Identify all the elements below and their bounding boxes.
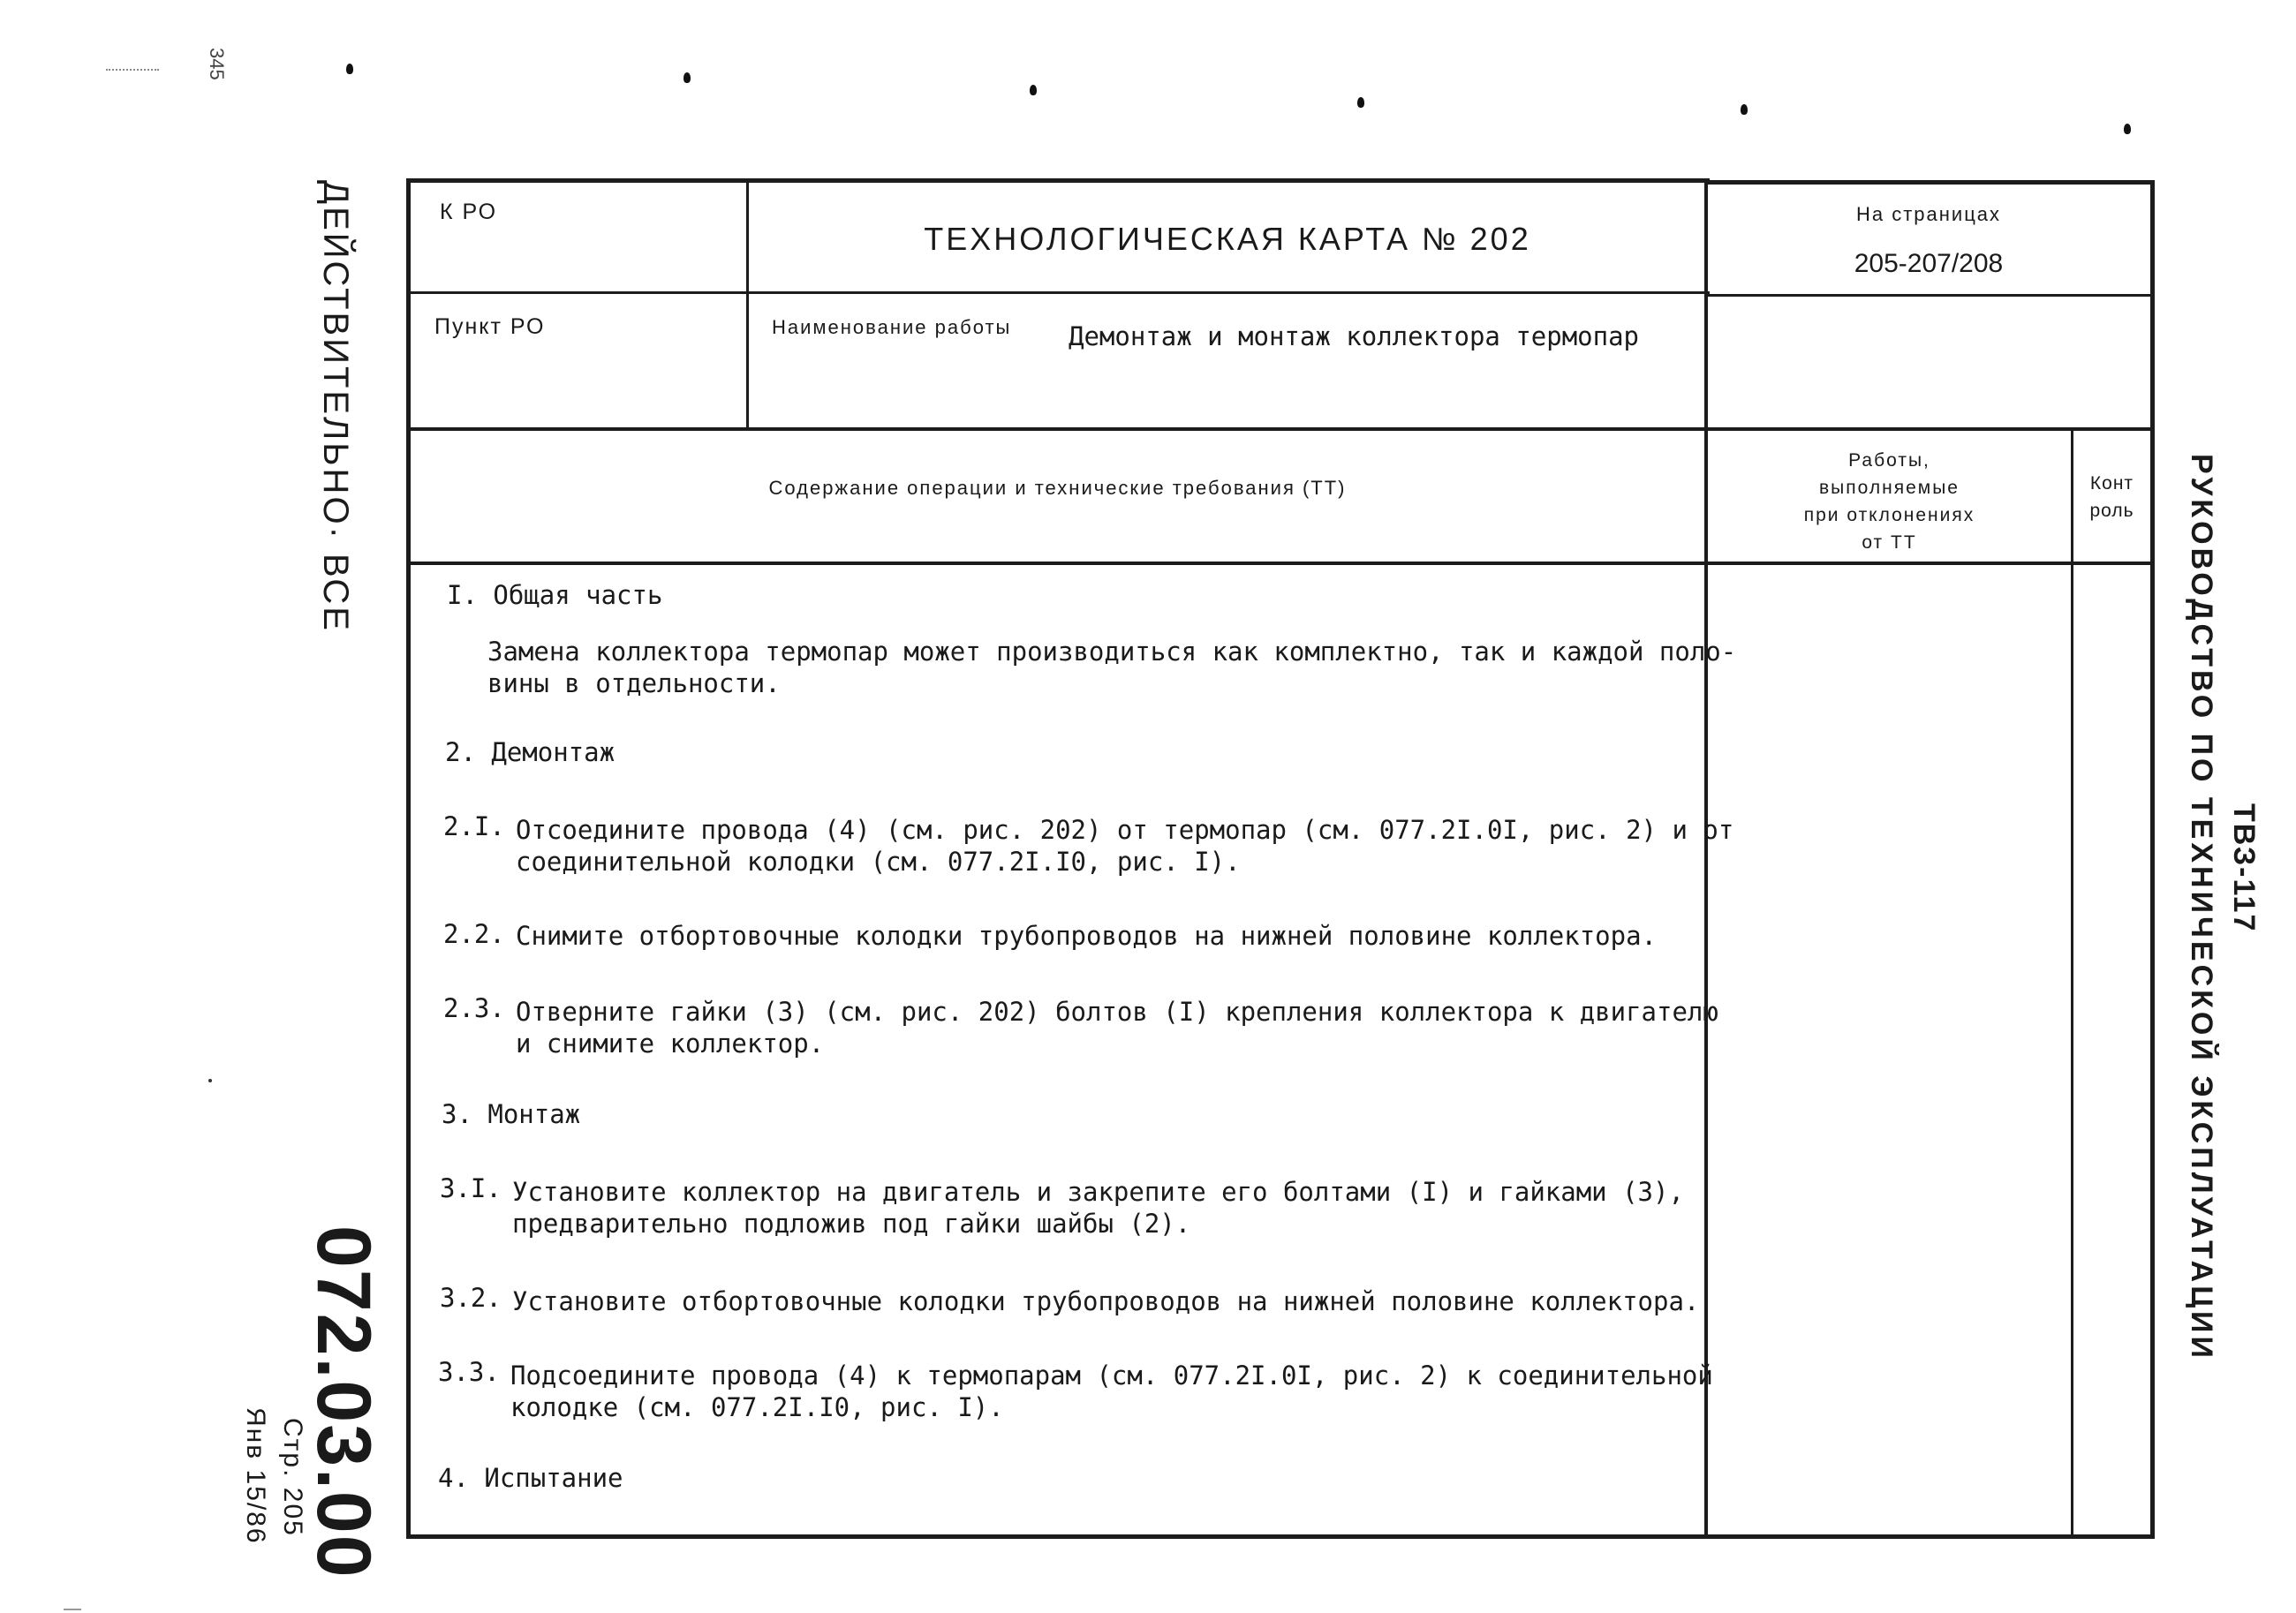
frame-top-left: [406, 178, 1710, 183]
control-line: роль: [2089, 501, 2134, 521]
punch-mark: [1741, 104, 1748, 115]
aircraft-type: ТВЗ-117: [2227, 803, 2261, 933]
step-number: 3.2.: [440, 1283, 502, 1313]
rule-main-divider: [1704, 180, 1708, 1537]
work-name-value: Демонтаж и монтаж коллектора термопар: [1069, 321, 1640, 351]
control-column-header: [2073, 470, 2150, 524]
section-2-title: 2. Демонтаж: [445, 737, 616, 767]
content-column-header: Содержание операции и технические требования (ТТ): [768, 477, 1347, 499]
punch-mark: [684, 72, 691, 83]
step-number: 3.3.: [438, 1357, 500, 1387]
section-1-title: I. Общая часть: [447, 580, 663, 610]
deviations-line: от ТТ: [1862, 532, 1917, 553]
step-text: Снимите отбортовочные колодки трубопроводов на нижней половине коллектора.: [516, 921, 1658, 951]
scan-speck: [64, 1609, 81, 1610]
document-code: 072.03.00: [301, 1225, 386, 1579]
frame-left: [406, 178, 411, 1539]
rule-row3: [406, 562, 2155, 565]
step-text: Установите отбортовочные колодки трубопроводов на нижней половине коллектора.: [512, 1286, 1700, 1316]
card-title: ТЕХНОЛОГИЧЕСКАЯ КАРТА № 202: [924, 221, 1531, 257]
pages-value: 205-207/208: [1854, 249, 2004, 278]
section-4-title: 4. Испытание: [438, 1463, 623, 1493]
kro-label: К РО: [440, 200, 498, 224]
step-number: 2.I.: [443, 811, 505, 841]
punch-mark: [346, 64, 353, 74]
pages-label: На страницах: [1855, 203, 2002, 225]
step-text: колодке (см. 077.2I.I0, рис. I).: [510, 1392, 1004, 1422]
step-text: и снимите коллектор.: [516, 1029, 825, 1059]
step-text: Отсоедините провода (4) (см. рис. 202) от термопар (см. 077.2I.0I, рис. 2) и от: [516, 815, 1734, 845]
punch-mark: [1030, 85, 1037, 95]
deviations-line: при отклонениях: [1803, 505, 1975, 525]
step-text: соединительной колодки (см. 077.2I.I0, рис. I).: [516, 847, 1241, 877]
section-3-title: 3. Монтаж: [442, 1099, 581, 1129]
frame-right: [2150, 180, 2155, 1539]
work-name-label: Наименование работы: [772, 316, 1012, 338]
rule-row1-right: [1704, 294, 2155, 297]
deviations-column-header: [1708, 447, 2071, 556]
rule-control-divider: [2071, 429, 2073, 1537]
step-number: 2.2.: [443, 919, 505, 949]
section-1-text: вины в отдельности.: [487, 668, 781, 698]
deviations-line: выполняемые: [1819, 478, 1960, 498]
rule-row2: [406, 427, 2155, 431]
rule-row1: [406, 291, 1710, 294]
section-1-text: Замена коллектора термопар может производиться как комплектно, так и каждой поло-: [487, 637, 1737, 667]
scan-speck: [208, 1079, 212, 1082]
manual-title: РУКОВОДСТВО ПО ТЕХНИЧЕСКОЙ ЭКСПЛУАТАЦИИ: [2185, 454, 2218, 1361]
revision-date: Янв 15/86: [241, 1407, 270, 1545]
validity-note: ДЕЙСТВИТЕЛЬНО· ВСЕ: [316, 180, 355, 633]
step-number: 2.3.: [443, 993, 505, 1023]
rule-kro-divider: [746, 178, 749, 429]
step-number: 3.I.: [440, 1173, 502, 1203]
frame-top-right: [1704, 180, 2155, 185]
step-text: предварительно подложив под гайки шайбы (2).: [512, 1209, 1191, 1239]
punch-mark: [1357, 97, 1364, 108]
punkt-label: Пункт РО: [434, 314, 546, 339]
control-line: Конт: [2089, 473, 2134, 494]
step-text: Установите коллектор на двигатель и закрепите его болтами (I) и гайками (3),: [512, 1177, 1684, 1207]
sheet-number: 345: [206, 48, 228, 80]
step-text: Отверните гайки (3) (см. рис. 202) болтов (I) крепления коллектора к двигателю: [516, 997, 1718, 1027]
punch-mark: [2124, 124, 2131, 134]
page-number: Стр. 205: [278, 1418, 307, 1537]
scan-speck: [106, 69, 159, 83]
deviations-line: Работы,: [1848, 450, 1930, 471]
frame-bottom: [406, 1534, 2155, 1539]
step-text: Подсоедините провода (4) к термопарам (см. 077.2I.0I, рис. 2) к соединительной: [510, 1360, 1713, 1391]
